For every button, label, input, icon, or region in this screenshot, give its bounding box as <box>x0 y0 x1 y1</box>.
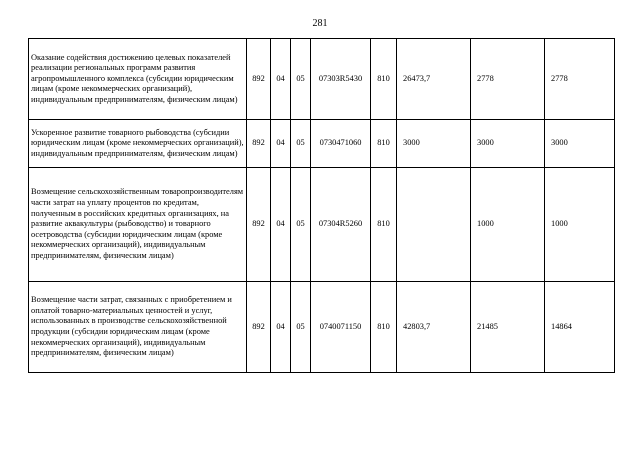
subsection-code: 05 <box>291 168 311 282</box>
expense-type-code: 810 <box>371 39 397 120</box>
amount-3: 14864 <box>545 282 615 373</box>
row-name: Возмещение сельскохозяйственным товаропроизводителям части затрат на уплату процентов по кредитам, полученным в российских кредитных организациях, на развитие аквакультуры (рыбоводство) и товарного осетроводства (субсидии юридическим лицам (кроме некоммерческих организаций), индивидуальным предпринимателям, физическим лицам) <box>29 168 247 282</box>
budget-table <box>28 38 615 373</box>
amount-3: 3000 <box>545 120 615 168</box>
amount-3: 2778 <box>545 39 615 120</box>
target-article-code: 0740071150 <box>311 282 371 373</box>
amount-2: 21485 <box>471 282 545 373</box>
amount-2: 3000 <box>471 120 545 168</box>
row-name: Оказание содействия достижению целевых показателей реализации региональных программ развития агропромышленного комплекса (субсидии юридическим лицам (кроме некоммерческих организаций), индивидуальным предпринимателям, физическим лицам) <box>29 39 247 120</box>
expense-type-code: 810 <box>371 168 397 282</box>
amount-2: 1000 <box>471 168 545 282</box>
amount-1: 42803,7 <box>397 282 471 373</box>
expense-type-code: 810 <box>371 120 397 168</box>
section-code: 04 <box>271 39 291 120</box>
table-row <box>29 282 615 373</box>
expense-type-code: 810 <box>371 282 397 373</box>
row-name: Возмещение части затрат, связанных с приобретением и оплатой товарно-материальных ценностей и услуг, использованных в производстве сельскохозяйственной продукции (субсидии юридическим лицам (кроме некоммерческих организаций), индивидуальным предпринимателям, физическим лицам) <box>29 282 247 373</box>
amount-1: 3000 <box>397 120 471 168</box>
amount-1 <box>397 168 471 282</box>
subsection-code: 05 <box>291 282 311 373</box>
subsection-code: 05 <box>291 120 311 168</box>
page-number: 281 <box>312 18 328 29</box>
ministry-code: 892 <box>247 120 271 168</box>
target-article-code: 07304R5260 <box>311 168 371 282</box>
amount-3: 1000 <box>545 168 615 282</box>
table-row <box>29 39 615 120</box>
amount-2: 2778 <box>471 39 545 120</box>
amount-1: 26473,7 <box>397 39 471 120</box>
section-code: 04 <box>271 282 291 373</box>
ministry-code: 892 <box>247 39 271 120</box>
ministry-code: 892 <box>247 168 271 282</box>
subsection-code: 05 <box>291 39 311 120</box>
section-code: 04 <box>271 168 291 282</box>
row-name: Ускоренное развитие товарного рыбоводства (субсидии юридическим лицам (кроме некоммерческих организаций), индивидуальным предпринимателям, физическим лицам) <box>29 120 247 168</box>
table-row <box>29 120 615 168</box>
target-article-code: 0730471060 <box>311 120 371 168</box>
target-article-code: 07303R5430 <box>311 39 371 120</box>
section-code: 04 <box>271 120 291 168</box>
table-row <box>29 168 615 282</box>
ministry-code: 892 <box>247 282 271 373</box>
